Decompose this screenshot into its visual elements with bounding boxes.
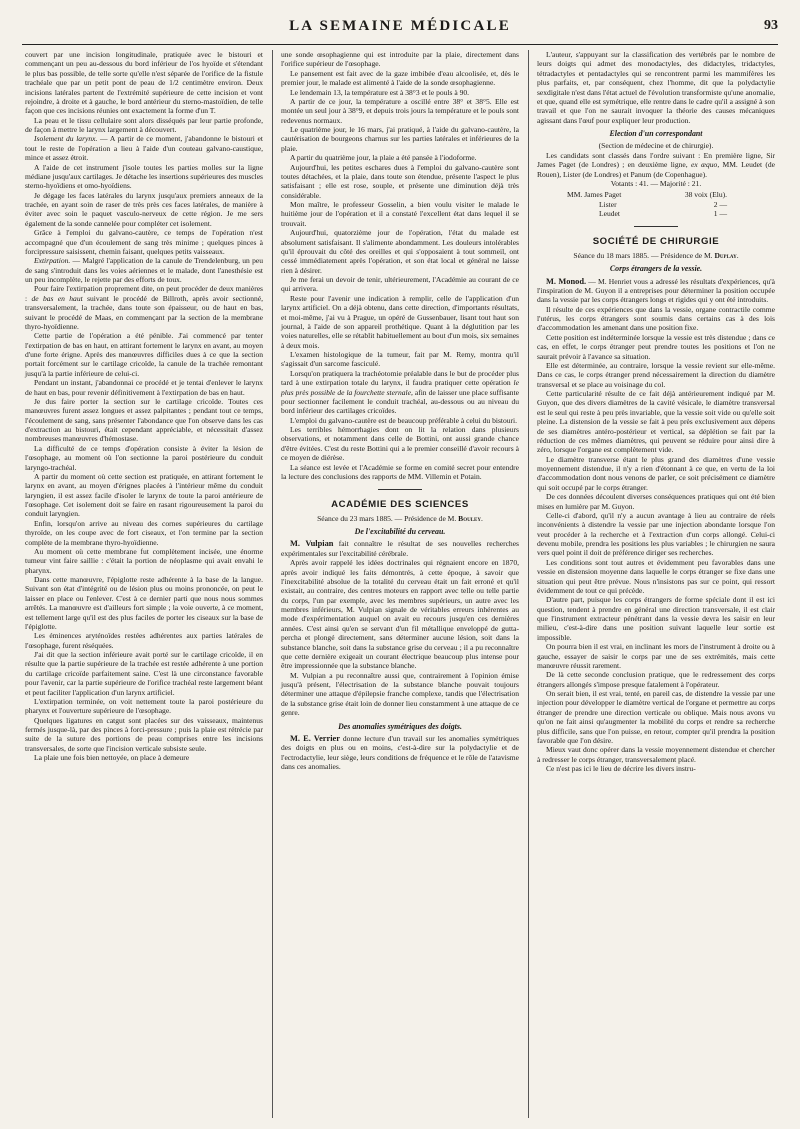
candidate-name: MM. James Paget	[567, 190, 622, 200]
paragraph: Mon maître, le professeur Gosselin, a bien voulu visiter le malade le huitième jour de l'opération et il a constaté l'excellent état dans lequel il se trouvait.	[281, 200, 519, 228]
paragraph: Extirpation. — Malgré l'application de la canule de Trendelenburg, un peu de sang s'introduit dans les voies aériennes et le malade, dont l'anesthésie est un peu incomplète, le rejette par des efforts de toux.	[25, 256, 263, 284]
vote-count: 1 —	[713, 209, 727, 219]
paragraph: M. Monod. — M. Henriet vous a adressé les résultats d'expériences, qu'à l'inspiration de M. Guyon il a entreprises pour déterminer la position occupée dans la vessie par les corps étrangers longs et rigides qui y ont été introduits.	[537, 276, 776, 305]
paragraph: M. Vulpian a pu reconnaître aussi que, contrairement à l'opinion émise jusqu'à présent, l'électrisation de la substance blanche pouvait toujours déterminer une attaque d'épilepsie franche complexe, tandis que l'électrisation de la substance grise était loin de donner lieu constamment à une attaque de ce genre.	[281, 670, 519, 718]
vote-count: 38 voix (Elu).	[684, 190, 727, 200]
vote-row	[567, 209, 727, 218]
speaker-name: M. Vulpian	[290, 539, 334, 549]
paragraph: L'examen histologique de la tumeur, fait par M. Remy, montra qu'il s'agissait d'un sarcome fasciculé.	[281, 350, 519, 369]
paragraph: Aujourd'hui, les petites eschares dues à l'emploi du galvano-cautère sont toutes détachées, et la plaie, dans toute son étendue, présente l'aspect le plus satisfaisant ; elle est rose, souple, et présente une diminution déjà très considérable.	[281, 162, 519, 200]
subsection-note: (Section de médecine et de chirurgie).	[598, 141, 714, 151]
journal-title: LA SEMAINE MÉDICALE	[289, 18, 511, 34]
speaker-name: M. Monod.	[546, 276, 587, 286]
paragraph: Je dus faire porter la section sur le cartilage cricoïde. Toutes ces manœuvres furent assez longues et assez palpitantes ; pendant tout ce temps, l'écoulement de sang, sans présenter l'abondance que l'on observe dans les cas d'extraction au bistouri, était cependant appréciable, et nécessitait d'assez nombreuses manœuvres d'hémostase.	[25, 396, 263, 444]
paragraph: Mieux vaut donc opérer dans la vessie moyennement distendue et chercher à redresser le corps étranger, transversalement placé.	[537, 745, 775, 764]
paragraph: Cette partie de l'opération a été pénible. J'ai commencé par tenter l'extirpation de bas en haut, en attirant fortement le larynx en avant, au moyen d'une forte érigne. Après des manœuvres difficiles dues à ce que la section portait forcément sur le cartilage cricoïde, la canule de la trachée remontant jusqu'à la partie inférieure de celui-ci.	[25, 331, 263, 378]
paragraph: Je me ferai un devoir de tenir, ultérieurement, l'Académie au courant de ce qui arrivera.	[281, 275, 519, 294]
paragraph: une sonde œsophagienne qui est introduite par la plaie, directement dans l'orifice supérieur de l'œsophage.	[281, 50, 519, 69]
column-middle	[278, 50, 522, 1118]
subsection-title: Election d'un correspondant	[609, 129, 703, 138]
votes-summary: Votants : 41. — Majorité : 21.	[610, 178, 702, 188]
paragraph: Les terribles hémorrhagies dont on lit la relation dans plusieurs observations, et notamment dans celle de Bottini, ont aussi grande chance d'être évitées. C'est du reste Bottini qui a le premier conseillé d'avoir recours à ce moyen de diérèse.	[281, 425, 519, 463]
paragraph: Le quatrième jour, le 16 mars, j'ai pratiqué, à l'aide du galvano-cautère, la cautérisation de bourgeons charnus sur les parties latérales et inférieures de la plaie.	[281, 125, 519, 153]
paragraph: La peau et le tissu cellulaire sont alors disséqués par leur partie profonde, de façon à mettre le larynx largement à découvert.	[25, 115, 263, 134]
paragraph: Grâce à l'emploi du galvano-cautère, ce temps de l'opération n'est accompagné que d'un écoulement de sang très minime ; quelques pinces à forcipressure saisissent, chemin faisant, quelques petits vaisseaux.	[25, 228, 263, 256]
paragraph: Au moment où cette membrane fut complètement incisée, une énorme tumeur vint faire saillie : c'était la portion de néoplasme qui avait envahi le pharynx.	[25, 546, 263, 575]
paragraph: De ces données découlent diverses conséquences pratiques qui ont été bien mises en lumière par M. Guyon.	[537, 492, 775, 511]
paragraph: La difficulté de ce temps d'opération consiste à éviter la lésion de l'œsophage, au moment où l'on sectionne la paroi postérieure du conduit laryngo-trachéal.	[25, 443, 263, 472]
paragraph: A partir de ce jour, la température a oscillé entre 38° et 38°5. Elle est montée un seul jour à 38°9, et depuis trois jours la température et le pouls sont redevenus normaux.	[281, 96, 519, 125]
paragraph: Les éminences aryténoïdes restées adhérentes aux parties latérales de l'œsophage, furent réséquées.	[25, 631, 263, 650]
section-rule	[378, 489, 422, 490]
paragraph: L'auteur, s'appuyant sur la classification des vertébrés par le nombre de leurs doigts qui admet des monodactyles, des didactyles, tridactyles, tétradactyles et pentadactyles qui se rencontrent parmi les mammifères les plus parfaits, et, par conséquent, chez l'homme, dit que la polydactylie sexdigitale n'est dans l'état actuel de l'évolution transformiste qu'une anomalie, et que, quand elle est symétrique, elle rentre dans le cadre qu'il a assigné à son travail et que l'on ne saurait invoquer la théorie des causes mécaniques agissant dans l'œuf pour expliquer leur production.	[537, 50, 775, 125]
paragraph: couvert par une incision longitudinale, pratiquée avec le bistouri et commençant un peu au-dessous du bord inférieur de l'os hyoïde et s'étendant le plus bas possible, de telle sorte qu'elle n'est séparée de l'orifice de la fistule trachéale que par un petit pont de peau de 1/2 centimètre environ. Deux incisions latérales partent de l'extrémité supérieure de cette incision et vont rejoindre, à droite et à gauche, le bord antérieur du sterno-mastoïdien, de telle façon que ces incisions réunies ont exactement la forme d'un T.	[25, 50, 263, 116]
paragraph: Dans cette manœuvre, l'épiglotte reste adhérente à la base de la langue. Suivant son état d'intégrité ou de lésion plus ou moins prononcée, on peut le laisser en place ou l'enlever. C'est à ce dernier parti que nous nous sommes arrêtés. La manœuvre est d'ailleurs fort simple ; la voie ouverte, à ce moment, est tellement large qu'il est des plus faciles de porter les ciseaux sur la base de l'épiglotte.	[25, 575, 263, 631]
run-in-heading: Extirpation.	[34, 256, 71, 266]
paragraph: Lorsqu'on pratiquera la trachéotomie préalable dans le but de procéder plus tard à une extirpation totale du larynx, il faudra pratiquer cette opération le plus près possible de la fourchette sternale, afin de laisser une place suffisante pour sectionner facilement le conduit trachéal, au-dessous ou au niveau du bord inférieur des cartilages cricoïdes.	[281, 368, 519, 416]
paragraph: Les candidats sont classés dans l'ordre suivant : En première ligne, Sir James Paget (de Londres) ; en deuxième ligne, ex æquo, MM. Leudet (de Rouen), Lister (de Londres) et Panum (de Copenhague).	[537, 150, 775, 179]
paragraph: Je dégage les faces latérales du larynx jusqu'aux premiers anneaux de la trachée, en ayant soin de raser de très près ces faces latérales, de manière à éviter avec soin le paquet vasculo-nerveux de cette région. Je me sers également de la sonde cannelée pour compléter cet isolement.	[25, 190, 263, 228]
paragraph: Les conditions sont tout autres et évidemment peu favorables dans une vessie en distension moyenne dans laquelle le corps étranger se fixe dans une situation qui peut être prévue. Nous n'insistons pas sur ce point, qui ressort évidemment de tout ce qui précède.	[537, 557, 775, 595]
paragraph: D'autre part, puisque les corps étrangers de forme spéciale dont il est ici question, tendent à prendre en général une direction transversale, il est clair que l'instrument extracteur pénétrant dans la vessie devra les saisir en leur milieu, c'est-à-dire dans une position suivant laquelle leur sortie est impossible.	[537, 595, 775, 642]
paragraph: Le diamètre transverse étant le plus grand des diamètres d'une vessie moyennement distendue, il n'y a rien d'étonnant à ce que, en vertu de la loi d'accommodation dont nous venons de parler, ce soit précisément ce diamètre qui soit occupé par le corps étranger.	[537, 454, 775, 492]
subsection-title: Corps étrangers de la vessie.	[609, 264, 703, 274]
paragraph: Celle-ci d'abord, qu'il n'y a aucun avantage à lieu au contraire de réels inconvénients à distendre la vessie par une injection abondante lorsque l'on veut procéder à la recherche et à l'extraction d'un corps allongé. Celui-ci devenu mobile, prendra les positions les plus variables ; le chirurgien ne saura vers quel point il doit de préférence diriger ses recherches.	[537, 510, 775, 558]
emphasis: ex æquo	[690, 160, 718, 170]
paragraph: Reste pour l'avenir une indication à remplir, celle de l'application d'un larynx artificiel. On a déjà obtenu, dans cette direction, d'importants résultats, et moi-même, j'ai vu à Prague, un opéré de Gussenbauer, lisant tout haut son journal, à l'aide de son appareil prothétique. Quant à la déglutition par les voies naturelles, elle se rétablit habituellement au bout d'un mois, six semaines à deux mois.	[281, 293, 519, 350]
page-number: 93	[764, 18, 778, 33]
paragraph: L'extirpation terminée, on voit nettement toute la paroi postérieure du pharynx et l'ouverture supérieure de l'œsophage.	[25, 696, 263, 716]
candidate-name: Lister	[599, 199, 617, 209]
paragraph: Enfin, lorsqu'on arrive au niveau des cornes supérieures du cartilage thyroïde, on les coupe avec de fort ciseaux, et l'on termine par la section complète de la membrane thyro-hyoïdienne.	[25, 518, 263, 547]
paragraph: Aujourd'hui, quatorzième jour de l'opération, l'état du malade est absolument satisfaisant. Il s'alimente abondamment. Les douleurs intolérables qu'il éprouvait du côté des oreilles et qui s'opposaient à tout sommeil, ont cessé immédiatement après l'opération, et son état local et général ne laisse rien à désirer.	[281, 228, 519, 275]
session-line: Séance du 23 mars 1885. — Présidence de M. Bouley.	[317, 513, 483, 523]
subsection-title: De l'excitabilité du cerveau.	[354, 527, 446, 536]
paragraph: J'ai dit que la section inférieure avait porté sur le cartilage cricoïde, il en résulte que la partie supérieure de la trachée est restée adhérente à une portion du cartilage cricoïde parfaitement saine. C'est là une circonstance favorable pour l'avenir, car la partie supérieure de l'orifice trachéal reste largement béant et peut faciliter l'application d'un larynx artificiel.	[25, 650, 263, 697]
paragraph: La plaie une fois bien nettoyée, on place à demeure	[34, 753, 190, 763]
column-divider	[522, 50, 534, 1118]
paragraph: A partir du quatrième jour, la plaie a été pansée à l'iodoforme.	[290, 153, 477, 163]
paragraph: A l'aide de cet instrument j'isole toutes les parties molles sur la ligne médiane jusqu'aux cartilages. Je détache les insertions supérieures des muscles sterno-hyoïdiens et omo-hyoïdiens.	[25, 162, 263, 191]
text-columns	[22, 50, 778, 1118]
paragraph: Le lendemain 13, la température est à 38°3 et le pouls à 90.	[290, 87, 470, 97]
running-head	[22, 18, 778, 40]
session-line: Séance du 18 mars 1885. — Présidence de M. Duplay.	[573, 250, 739, 260]
paragraph: Quelques ligatures en catgut sont placées sur des vaisseaux, maintenus fermés jusque-là, par des pinces à forci-pressure ; puis la plaie est rétrécie par suite de la suture des portions de peau comprises entre les incisions transversales, de sorte que l'incision verticale subsiste seule.	[25, 715, 263, 753]
candidate-name: Leudet	[599, 209, 620, 219]
paragraph: On pourra bien il est vrai, en inclinant les mors de l'instrument à droite ou à gauche, essayer de saisir le corps par une de ses extrémités, mais cette manœuvre réussit rarement.	[537, 642, 775, 670]
paragraph: Après avoir rappelé les idées doctrinales qui régnaient encore en 1870, après avoir indiqué les faits démontrés, à cette époque, à savoir que l'inexcitabilité absolue de la totalité du cerveau était un fait erroné et qu'il existait, au contraire, des centres moteurs en rapport avec telle ou telle partie du corps, l'un par exemple, avec les membres supérieurs, un autre avec les membres inférieurs, M. Vulpian signale de véritables erreurs inhérentes au mode d'expérimentation auquel on avait eu recours jusqu'en ces dernières années. C'est ainsi qu'en se servant d'un fil métallique enveloppé de gutta-percha et plongé directement, sans déterminer aucune lésion, soit dans la substance blanche, soit dans la substance grise du cerveau ; il a pu reconnaître que cette dernière exigeait un courant électrique beaucoup plus intense pour être impressionnée que la substance blanche.	[281, 558, 519, 671]
paragraph: Le pansement est fait avec de la gaze imbibée d'eau alcoolisée, et, dès le premier jour, le malade est alimenté à l'aide de la sonde œsophagienne.	[281, 68, 519, 88]
vote-row	[567, 190, 727, 199]
paragraph: A partir du moment où cette section est pratiquée, en attirant fortement le larynx en avant, au moyen d'érignes placées à l'intérieur même du conduit laryngien, il est assez facile d'isoler le larynx de toute la paroi antérieure de l'œsophage. Cet isolement doit se faire en rasant rigoureusement la paroi du conduit laryngien.	[25, 471, 263, 519]
subsection-title: Des anomalies symétriques des doigts.	[338, 721, 462, 731]
header-rule	[22, 44, 778, 45]
vote-row	[567, 200, 727, 209]
vote-count: 2 —	[713, 199, 727, 209]
speaker-name: M. E. Verrier	[290, 733, 340, 743]
paragraph: On serait bien, il est vrai, tenté, en pareil cas, de distendre la vessie par une injection pour développer le diamètre vertical de l'organe et permettre au corps étranger de prendre une direction verticale ou oblique. Mais nous avons vu qu'on ne fait ainsi qu'augmenter la mobilité du corps et rendre sa recherche plus difficile, sans que l'on puisse, en retour, compter qu'il prendra la position favorable que l'on désire.	[537, 689, 775, 745]
paragraph: Pour faire l'extirpation proprement dite, on peut procéder de deux manières : de bas en haut suivant le procédé de Billroth, après avoir sectionné, transversalement, la trachée, dans toute son épaisseur, ou de haut en bas, suivant le procédé de Maas, en commençant par la section de la membrane thyro-hyoïdienne.	[25, 284, 264, 331]
paragraph: Cette particularité résulte de ce fait déjà antérieurement indiqué par M. Guyon, que des divers diamètres de la cavité vésicale, le diamètre transversal est le seul qui reste à peu près invariable, que la vessie soit vide ou qu'elle soit pleine. La distension de la vessie se fait à peu près exclusivement aux dépens de ses diamètres antéro-postérieur et vertical, sa déplétion se fait par la réduction de ces mêmes diamètres, qui peuvent se réduire pour ainsi dire à zéro, lorsque l'organe est complètement vide.	[537, 389, 775, 455]
run-in-heading: Isolement du larynx.	[34, 134, 98, 144]
paragraph: Isolement du larynx. — A partir de ce moment, j'abandonne le bistouri et tout le reste de l'opération a lieu à l'aide d'un couteau galvano-caustique, mince et assez étroit.	[25, 134, 264, 163]
section-title-academie-sciences: ACADÉMIE DES SCIENCES	[331, 499, 469, 511]
paragraph: Ce n'est pas ici le lieu de décrire les divers instru-	[546, 764, 696, 774]
president-name: Duplay	[714, 250, 737, 260]
paragraph: Pendant un instant, j'abandonnai ce procédé et je tentai d'enlever le larynx de haut en bas, pour revenir définitivement à l'extirpation de bas en haut.	[25, 378, 263, 397]
section-title-societe-chirurgie: SOCIÉTÉ DE CHIRURGIE	[592, 236, 720, 248]
paragraph: Il résulte de ces expériences que dans la vessie, organe contractile comme l'utérus, les corps étrangers sont soumis dans certains cas à des lois d'accommodation les amenant dans une position fixe.	[537, 304, 775, 333]
paragraph: M. Vulpian fait connaître le résultat de ses nouvelles recherches expérimentales sur l'excitabilité cérébrale.	[281, 539, 519, 558]
paragraph: M. E. Verrier donne lecture d'un travail sur les anomalies symétriques des doigts en plus ou en moins, c'est-à-dire sur la polydactylie et de l'ectrodactylie, leur siège, leurs conditions de fréquence et le rôle de l'atavisme dans ces anomalies.	[281, 733, 519, 771]
paragraph: De là cette seconde conclusion pratique, que le redressement des corps étrangers allongés s'impose presque fatalement à l'opérateur.	[537, 670, 775, 689]
paragraph: L'emploi du galvano-cautère est de beaucoup préférable à celui du bistouri.	[290, 415, 518, 425]
paragraph: Cette position est indéterminée lorsque la vessie est très distendue ; dans ce cas, en effet, le corps étranger peut prendre toutes les positions et l'on ne saurait prévoir à l'avance sa situation.	[537, 332, 775, 361]
column-divider	[266, 50, 278, 1118]
emphasis: le plus près possible de la fourchette sternale	[281, 378, 519, 397]
vote-table	[567, 190, 727, 218]
column-left	[22, 50, 266, 1118]
section-rule	[634, 226, 678, 227]
emphasis: de bas en haut	[31, 293, 83, 303]
paragraph: La séance est levée et l'Académie se forme en comité secret pour entendre la lecture des conclusions des rapports de MM. Villemin et Potain.	[281, 462, 519, 481]
president-name: Bouley	[458, 513, 481, 523]
paragraph: Elle est déterminée, au contraire, lorsque la vessie revient sur elle-même. Dans ce cas, le corps étranger prend nécessairement la direction du diamètre transversal et se place au voisinage du col.	[537, 360, 775, 389]
column-right	[534, 50, 778, 1118]
